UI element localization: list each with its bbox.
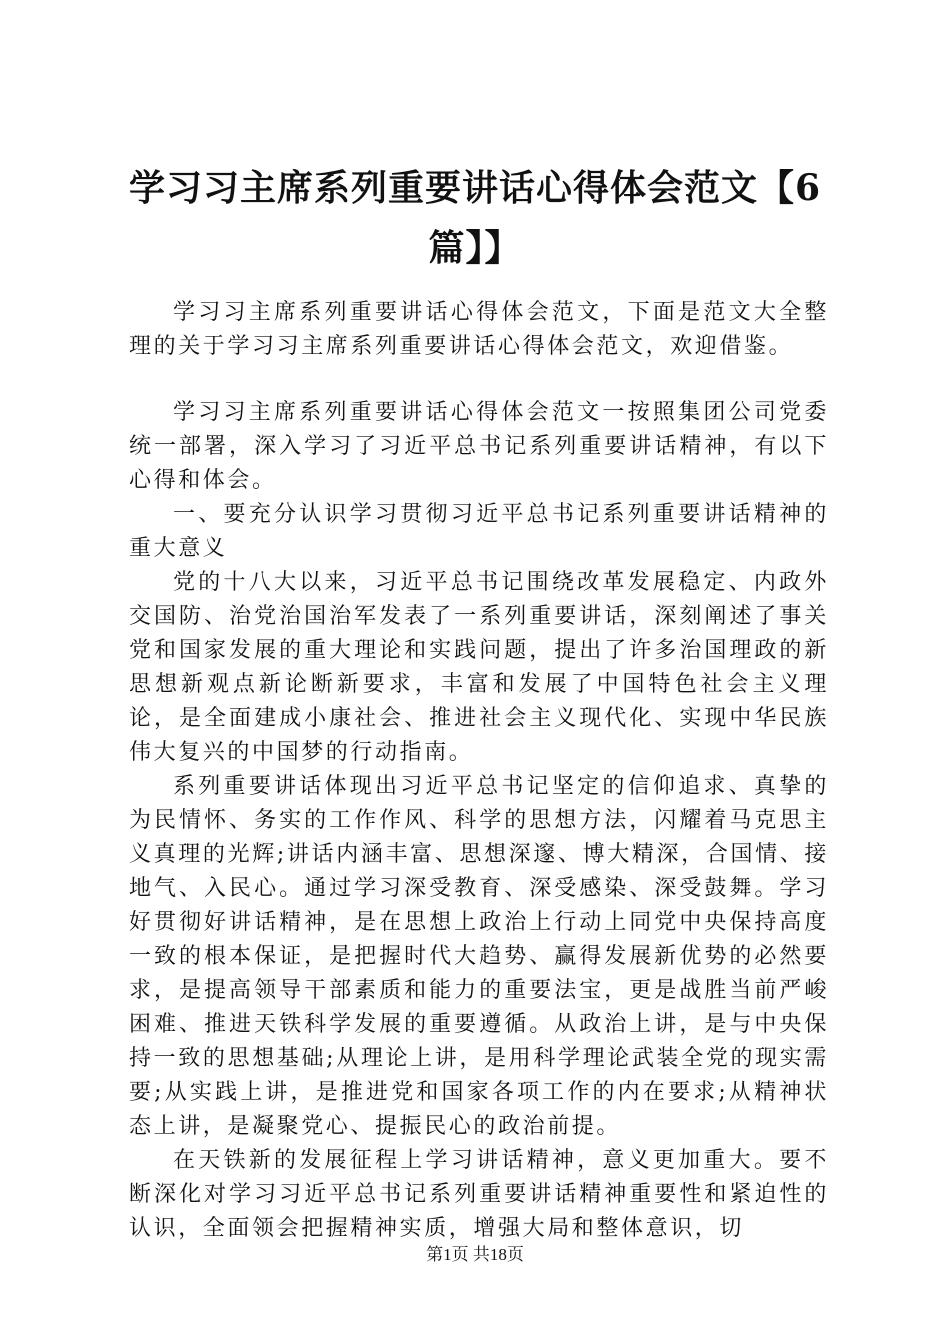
- document-body: [129, 296, 829, 1246]
- intro-paragraph: 学习习主席系列重要讲话心得体会范文，下面是范文大全整理的关于学习习主席系列重要讲话心得体会范文，欢迎借鉴。: [129, 300, 829, 359]
- body-paragraph: 党的十八大以来，习近平总书记围绕改革发展稳定、内政外交国防、治党治国治军发表了一系列重要讲话，深刻阐述了事关党和国家发展的重大理论和实践问题，提出了许多治国理政的新思想新观点新论断新要求，丰富和发展了中国特色社会主义理论，是全面建成小康社会、推进社会主义现代化、实现中华民族伟大复兴的中国梦的行动指南。: [129, 570, 829, 765]
- body-paragraph: 学习习主席系列重要讲话心得体会范文一按照集团公司党委统一部署，深入学习了习近平总书记系列重要讲话精神，有以下心得和体会。: [129, 400, 829, 493]
- body-paragraph: 系列重要讲话体现出习近平总书记坚定的信仰追求、真挚的为民情怀、务实的工作作风、科学的思想方法，闪耀着马克思主义真理的光辉;讲话内涵丰富、思想深邃、博大精深，合国情、接地气、入民心。通过学习深受教育、深受感染、深受鼓舞。学习好贯彻好讲话精神，是在思想上政治上行动上同党中央保持高度一致的根本保证，是把握时代大趋势、赢得发展新优势的必然要求，是提高领导干部素质和能力的重要法宝，更是战胜当前严峻困难、推进天铁科学发展的重要遵循。从政治上讲，是与中央保持一致的思想基础;从理论上讲，是用科学理论武装全党的现实需要;从实践上讲，是推进党和国家各项工作的内在要求;从精神状态上讲，是凝聚党心、提振民心的政治前提。: [129, 774, 829, 1139]
- section-heading: 一、要充分认识学习贯彻习近平总书记系列重要讲话精神的重大意义: [129, 502, 829, 561]
- document-title: 学习习主席系列重要讲话心得体会范文【6篇】】: [128, 167, 822, 269]
- page-number-footer: 第1页 共18页: [426, 1245, 524, 1264]
- body-paragraph: 在天铁新的发展征程上学习讲话精神，意义更加重大。要不断深化对学习习近平总书记系列重要讲话精神重要性和紧迫性的认识，全面领会把握精神实质，增强大局和整体意识，切: [129, 1148, 829, 1241]
